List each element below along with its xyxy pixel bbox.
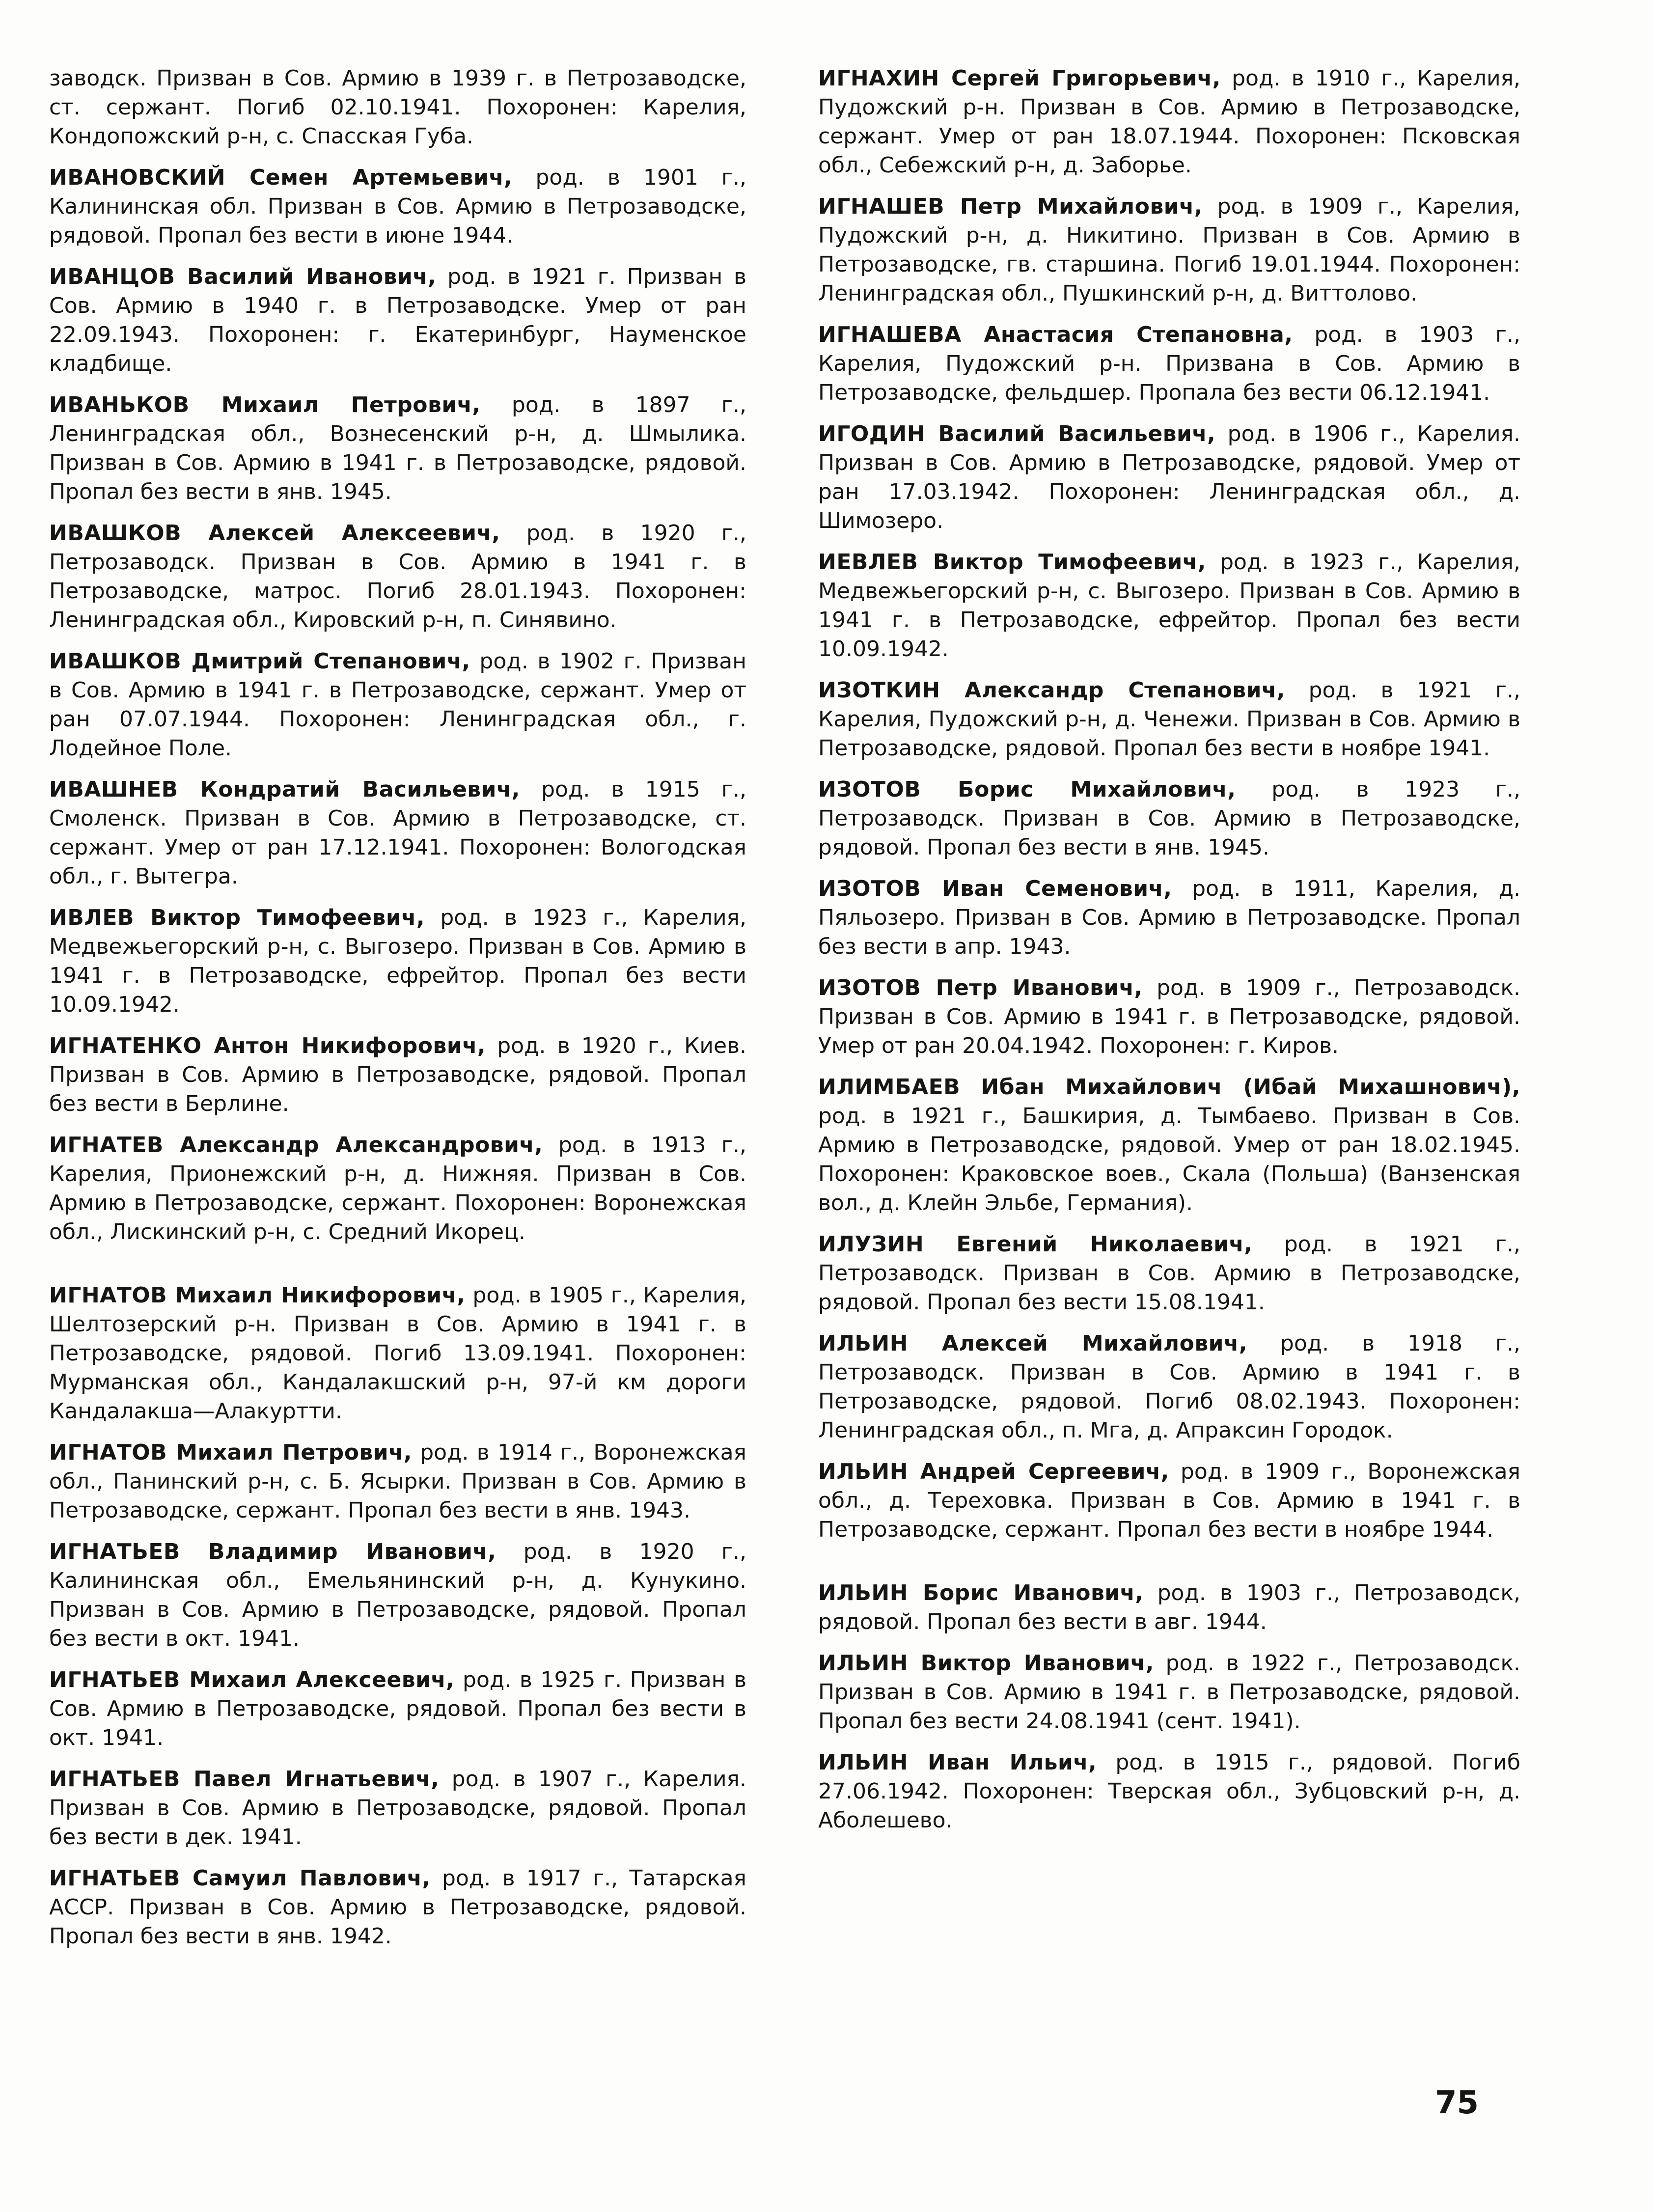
entry-text: род. в 1920 г., Калининская обл., Емельянинский р-н, д. Кунукино. Призван в Сов. Армию в Петрозаводске, рядовой. Пропал без вести в окт. 1941. <box>49 1539 747 1651</box>
entry-text: род. в 1905 г., Карелия, Шелтозерский р-н. Призван в Сов. Армию в 1941 г. в Петрозаводске, рядовой. Погиб 13.09.1941. Похоронен: Мурманская обл., Кандалакшский р-н, 97-й км дороги Кандалакша—Алакуртти. <box>49 1283 746 1424</box>
entry-name: ИЗОТОВ Петр Иванович, <box>818 975 1143 1000</box>
entry-name: ИГНАХИН Сергей Григорьевич, <box>818 66 1221 91</box>
entry-text: род. в 1914 г., Воронежская обл., Панинский р-н, с. Б. Ясырки. Призван в Сов. Армию в Петрозаводске, сержант. Пропал без вести в янв. 1943. <box>49 1440 746 1523</box>
entry-text: род. в 1918 г., Петрозаводск. Призван в Сов. Армию в 1941 г. в Петрозаводске, рядовой. Погиб 08.02.1943. Похоронен: Ленинградская обл., п. Мга, д. Апраксин Городок. <box>818 1331 1521 1443</box>
entry <box>49 163 746 250</box>
entry-name: ИЛЬИН Борис Иванович, <box>818 1580 1144 1605</box>
entry <box>49 1765 746 1852</box>
entry <box>818 973 1520 1060</box>
entry-name: ИГНАШЕВ Петр Михайлович, <box>818 194 1203 219</box>
entry-name: ИЕВЛЕВ Виктор Тимофеевич, <box>818 550 1206 575</box>
entry-name: ИЛУЗИН Евгений Николаевич, <box>818 1232 1253 1257</box>
entry-name: ИВАШНЕВ Кондратий Васильевич, <box>49 777 520 802</box>
entry-text: род. в 1921 г., Петрозаводск. Призван в Сов. Армию в Петрозаводске, рядовой. Пропал без вести 15.08.1941. <box>818 1232 1520 1315</box>
entry-name: ИВАШКОВ Дмитрий Степанович, <box>49 649 470 674</box>
entry-text: род. в 1909 г., Петрозаводск. Призван в Сов. Армию в 1941 г. в Петрозаводске, рядовой. Умер от ран 20.04.1942. Похоронен: г. Киров. <box>818 975 1520 1058</box>
entry-name: ИГНАШЕВА Анастасия Степановна, <box>818 322 1293 347</box>
entry-name: ИЛИМБАЕВ Ибан Михайлович (Ибай Михашнович), <box>818 1075 1520 1100</box>
entry-name: ИГНАТЬЕВ Самуил Павлович, <box>49 1866 431 1891</box>
entry <box>49 519 746 635</box>
entry-text: род. в 1902 г. Призван в Сов. Армию в 1941 г. в Петрозаводске, сержант. Умер от ран 07.07.1944. Похоронен: Ленинградская обл., г. Лодейное Поле. <box>49 649 747 761</box>
entry <box>49 262 746 378</box>
entry <box>818 320 1520 407</box>
entry <box>818 64 1520 180</box>
entry-name: ИГНАТОВ Михаил Петрович, <box>49 1440 413 1465</box>
entry-name: ИЗОТОВ Иван Семенович, <box>818 876 1172 901</box>
entry-text: род. в 1923 г., Карелия, Медвежьегорский р-н, с. Выгозеро. Призван в Сов. Армию в 1941 г. в Петрозаводске, ефрейтор. Пропал без вести 10.09.1942. <box>49 905 746 1017</box>
left-column <box>49 64 746 1963</box>
entry <box>49 775 746 891</box>
entry <box>49 647 746 763</box>
entry <box>49 1864 746 1951</box>
entry <box>49 1281 746 1426</box>
entry <box>818 548 1520 664</box>
entry <box>49 903 746 1019</box>
entry <box>49 1537 746 1653</box>
entry-text: род. в 1921 г., Карелия, Пудожский р-н, д. Ченежи. Призван в Сов. Армию в Петрозаводске, рядовой. Пропал без вести в ноябре 1941. <box>818 678 1520 761</box>
entry <box>49 1031 746 1118</box>
right-column <box>818 64 1520 1847</box>
entry-name: ИГНАТЕНКО Антон Никифорович, <box>49 1033 486 1058</box>
entry-name: ИГНАТОВ Михаил Никифорович, <box>49 1283 466 1308</box>
entry-text: заводск. Призван в Сов. Армию в 1939 г. в Петрозаводске, ст. сержант. Погиб 02.10.1941. Похоронен: Карелия, Кондопожский р-н, с. Спасская Губа. <box>49 66 746 149</box>
entry-text: род. в 1921 г., Башкирия, д. Тымбаево. Призван в Сов. Армию в Петрозаводске, рядовой. Умер от ран 18.02.1945. Похоронен: Краковское воев., Скала (Польша) (Ванзенская вол., д. Клейн Эльбе, Германия). <box>818 1104 1520 1216</box>
entry <box>818 775 1520 862</box>
entry-text: род. в 1921 г. Призван в Сов. Армию в 1940 г. в Петрозаводске. Умер от ран 22.09.1943. Похоронен: г. Екатеринбург, Науменское кладбище. <box>49 264 747 376</box>
entry-text: род. в 1923 г., Карелия, Медвежьегорский р-н, с. Выгозеро. Призван в Сов. Армию в 1941 г. в Петрозаводске, ефрейтор. Пропал без вести 10.09.1942. <box>818 550 1521 662</box>
entry-name: ИВАНОВСКИЙ Семен Артемьевич, <box>49 165 513 190</box>
entry <box>818 874 1520 961</box>
entry <box>49 1438 746 1525</box>
entry-text: род. в 1915 г., рядовой. Погиб 27.06.1942. Похоронен: Тверская обл., Зубцовский р-н, д. Аболешево. <box>818 1750 1521 1833</box>
entry-name: ИВАНЬКОВ Михаил Петрович, <box>49 392 481 417</box>
entry-text: род. в 1906 г., Карелия. Призван в Сов. Армию в Петрозаводске, рядовой. Умер от ран 17.03.1942. Похоронен: Ленинградская обл., д. Шимозеро. <box>818 421 1520 533</box>
page-number: 75 <box>1435 2085 1479 2121</box>
entry <box>818 1230 1520 1317</box>
entry-text: род. в 1911, Карелия, д. Пяльозеро. Призван в Сов. Армию в Петрозаводске. Пропал без вести в апр. 1943. <box>818 876 1520 959</box>
entry-name: ИЛЬИН Иван Ильич, <box>818 1750 1097 1775</box>
entry-name: ИВЛЕВ Виктор Тимофеевич, <box>49 905 425 930</box>
entry-text: род. в 1903 г., Карелия, Пудожский р-н. Призвана в Сов. Армию в Петрозаводске, фельдшер. Пропала без вести 06.12.1941. <box>818 322 1520 405</box>
entry-name: ИЗОТКИН Александр Степанович, <box>818 678 1285 703</box>
entry-name: ИЛЬИН Алексей Михайлович, <box>818 1331 1247 1356</box>
entry <box>818 1578 1520 1636</box>
entry <box>818 1329 1520 1445</box>
entry-name: ИГНАТЕВ Александр Александрович, <box>49 1133 543 1158</box>
entry <box>818 1457 1520 1544</box>
entry-text: род. в 1910 г., Карелия, Пудожский р-н. Призван в Сов. Армию в Петрозаводске, сержант. Умер от ран 18.07.1944. Похоронен: Псковская обл., Себежский р-н, д. Заборье. <box>818 66 1520 178</box>
entry-text: род. в 1925 г. Призван в Сов. Армию в Петрозаводске, рядовой. Пропал без вести в окт. 1941. <box>49 1667 746 1750</box>
entry-text: род. в 1913 г., Карелия, Прионежский р-н, д. Нижняя. Призван в Сов. Армию в Петрозаводске, сержант. Похоронен: Воронежская обл., Лискинский р-н, с. Средний Икорец. <box>49 1133 746 1244</box>
entry-text: род. в 1922 г., Петрозаводск. Призван в Сов. Армию в 1941 г. в Петрозаводске, рядовой. Пропал без вести 24.08.1941 (сент. 1941). <box>818 1651 1521 1734</box>
entry <box>49 390 746 506</box>
entry-text: род. в 1920 г., Киев. Призван в Сов. Армию в Петрозаводске, рядовой. Пропал без вести в Берлине. <box>49 1033 746 1116</box>
entry <box>49 1665 746 1752</box>
entry <box>818 419 1520 535</box>
entry-name: ИЛЬИН Виктор Иванович, <box>818 1651 1154 1676</box>
entry-text: род. в 1907 г., Карелия. Призван в Сов. Армию в Петрозаводске, рядовой. Пропал без вести в дек. 1941. <box>49 1767 746 1850</box>
entry-name: ИГНАТЬЕВ Владимир Иванович, <box>49 1539 496 1564</box>
entry <box>49 64 746 151</box>
entry-name: ИВАШКОВ Алексей Алексеевич, <box>49 521 500 546</box>
entry <box>818 192 1520 308</box>
entry-text: род. в 1909 г., Карелия, Пудожский р-н, д. Никитино. Призван в Сов. Армию в Петрозаводске, гв. старшина. Погиб 19.01.1944. Похоронен: Ленинградская обл., Пушкинский р-н, д. Виттолово. <box>818 194 1520 306</box>
entry-text: род. в 1901 г., Калининская обл. Призван в Сов. Армию в Петрозаводске, рядовой. Пропал без вести в июне 1944. <box>49 165 746 248</box>
entry-text: род. в 1903 г., Петрозаводск, рядовой. Пропал без вести в авг. 1944. <box>818 1580 1520 1634</box>
entry-name: ИЗОТОВ Борис Михайлович, <box>818 777 1236 802</box>
entry-name: ИГНАТЬЕВ Михаил Алексеевич, <box>49 1667 455 1692</box>
entry-text: род. в 1920 г., Петрозаводск. Призван в Сов. Армию в 1941 г. в Петрозаводске, матрос. Погиб 28.01.1943. Похоронен: Ленинградская обл., Кировский р-н, п. Синявино. <box>49 521 746 633</box>
entry-name: ИГНАТЬЕВ Павел Игнатьевич, <box>49 1767 440 1792</box>
entry-name: ИВАНЦОВ Василий Иванович, <box>49 264 437 289</box>
entry-name: ИЛЬИН Андрей Сергеевич, <box>818 1459 1169 1484</box>
entry-text: род. в 1917 г., Татарская АССР. Призван в Сов. Армию в Петрозаводске, рядовой. Пропал без вести в янв. 1942. <box>49 1866 747 1949</box>
entry-text: род. в 1897 г., Ленинградская обл., Вознесенский р-н, д. Шмылика. Призван в Сов. Армию в 1941 г. в Петрозаводске, рядовой. Пропал без вести в янв. 1945. <box>49 392 746 504</box>
entry <box>818 1748 1520 1835</box>
entry <box>818 676 1520 763</box>
entry-text: род. в 1923 г., Петрозаводск. Призван в Сов. Армию в Петрозаводске, рядовой. Пропал без вести в янв. 1945. <box>818 777 1520 860</box>
entry-text: род. в 1915 г., Смоленск. Призван в Сов. Армию в Петрозаводске, ст. сержант. Умер от ран 17.12.1941. Похоронен: Вологодская обл., г. Вытегра. <box>49 777 746 889</box>
entry <box>49 1131 746 1246</box>
entry-name: ИГОДИН Василий Васильевич, <box>818 421 1216 446</box>
entry <box>818 1073 1520 1217</box>
entry-text: род. в 1909 г., Воронежская обл., д. Тереховка. Призван в Сов. Армию в 1941 г. в Петрозаводске, сержант. Пропал без вести в ноябре 1944. <box>818 1459 1520 1542</box>
entry <box>818 1649 1520 1736</box>
